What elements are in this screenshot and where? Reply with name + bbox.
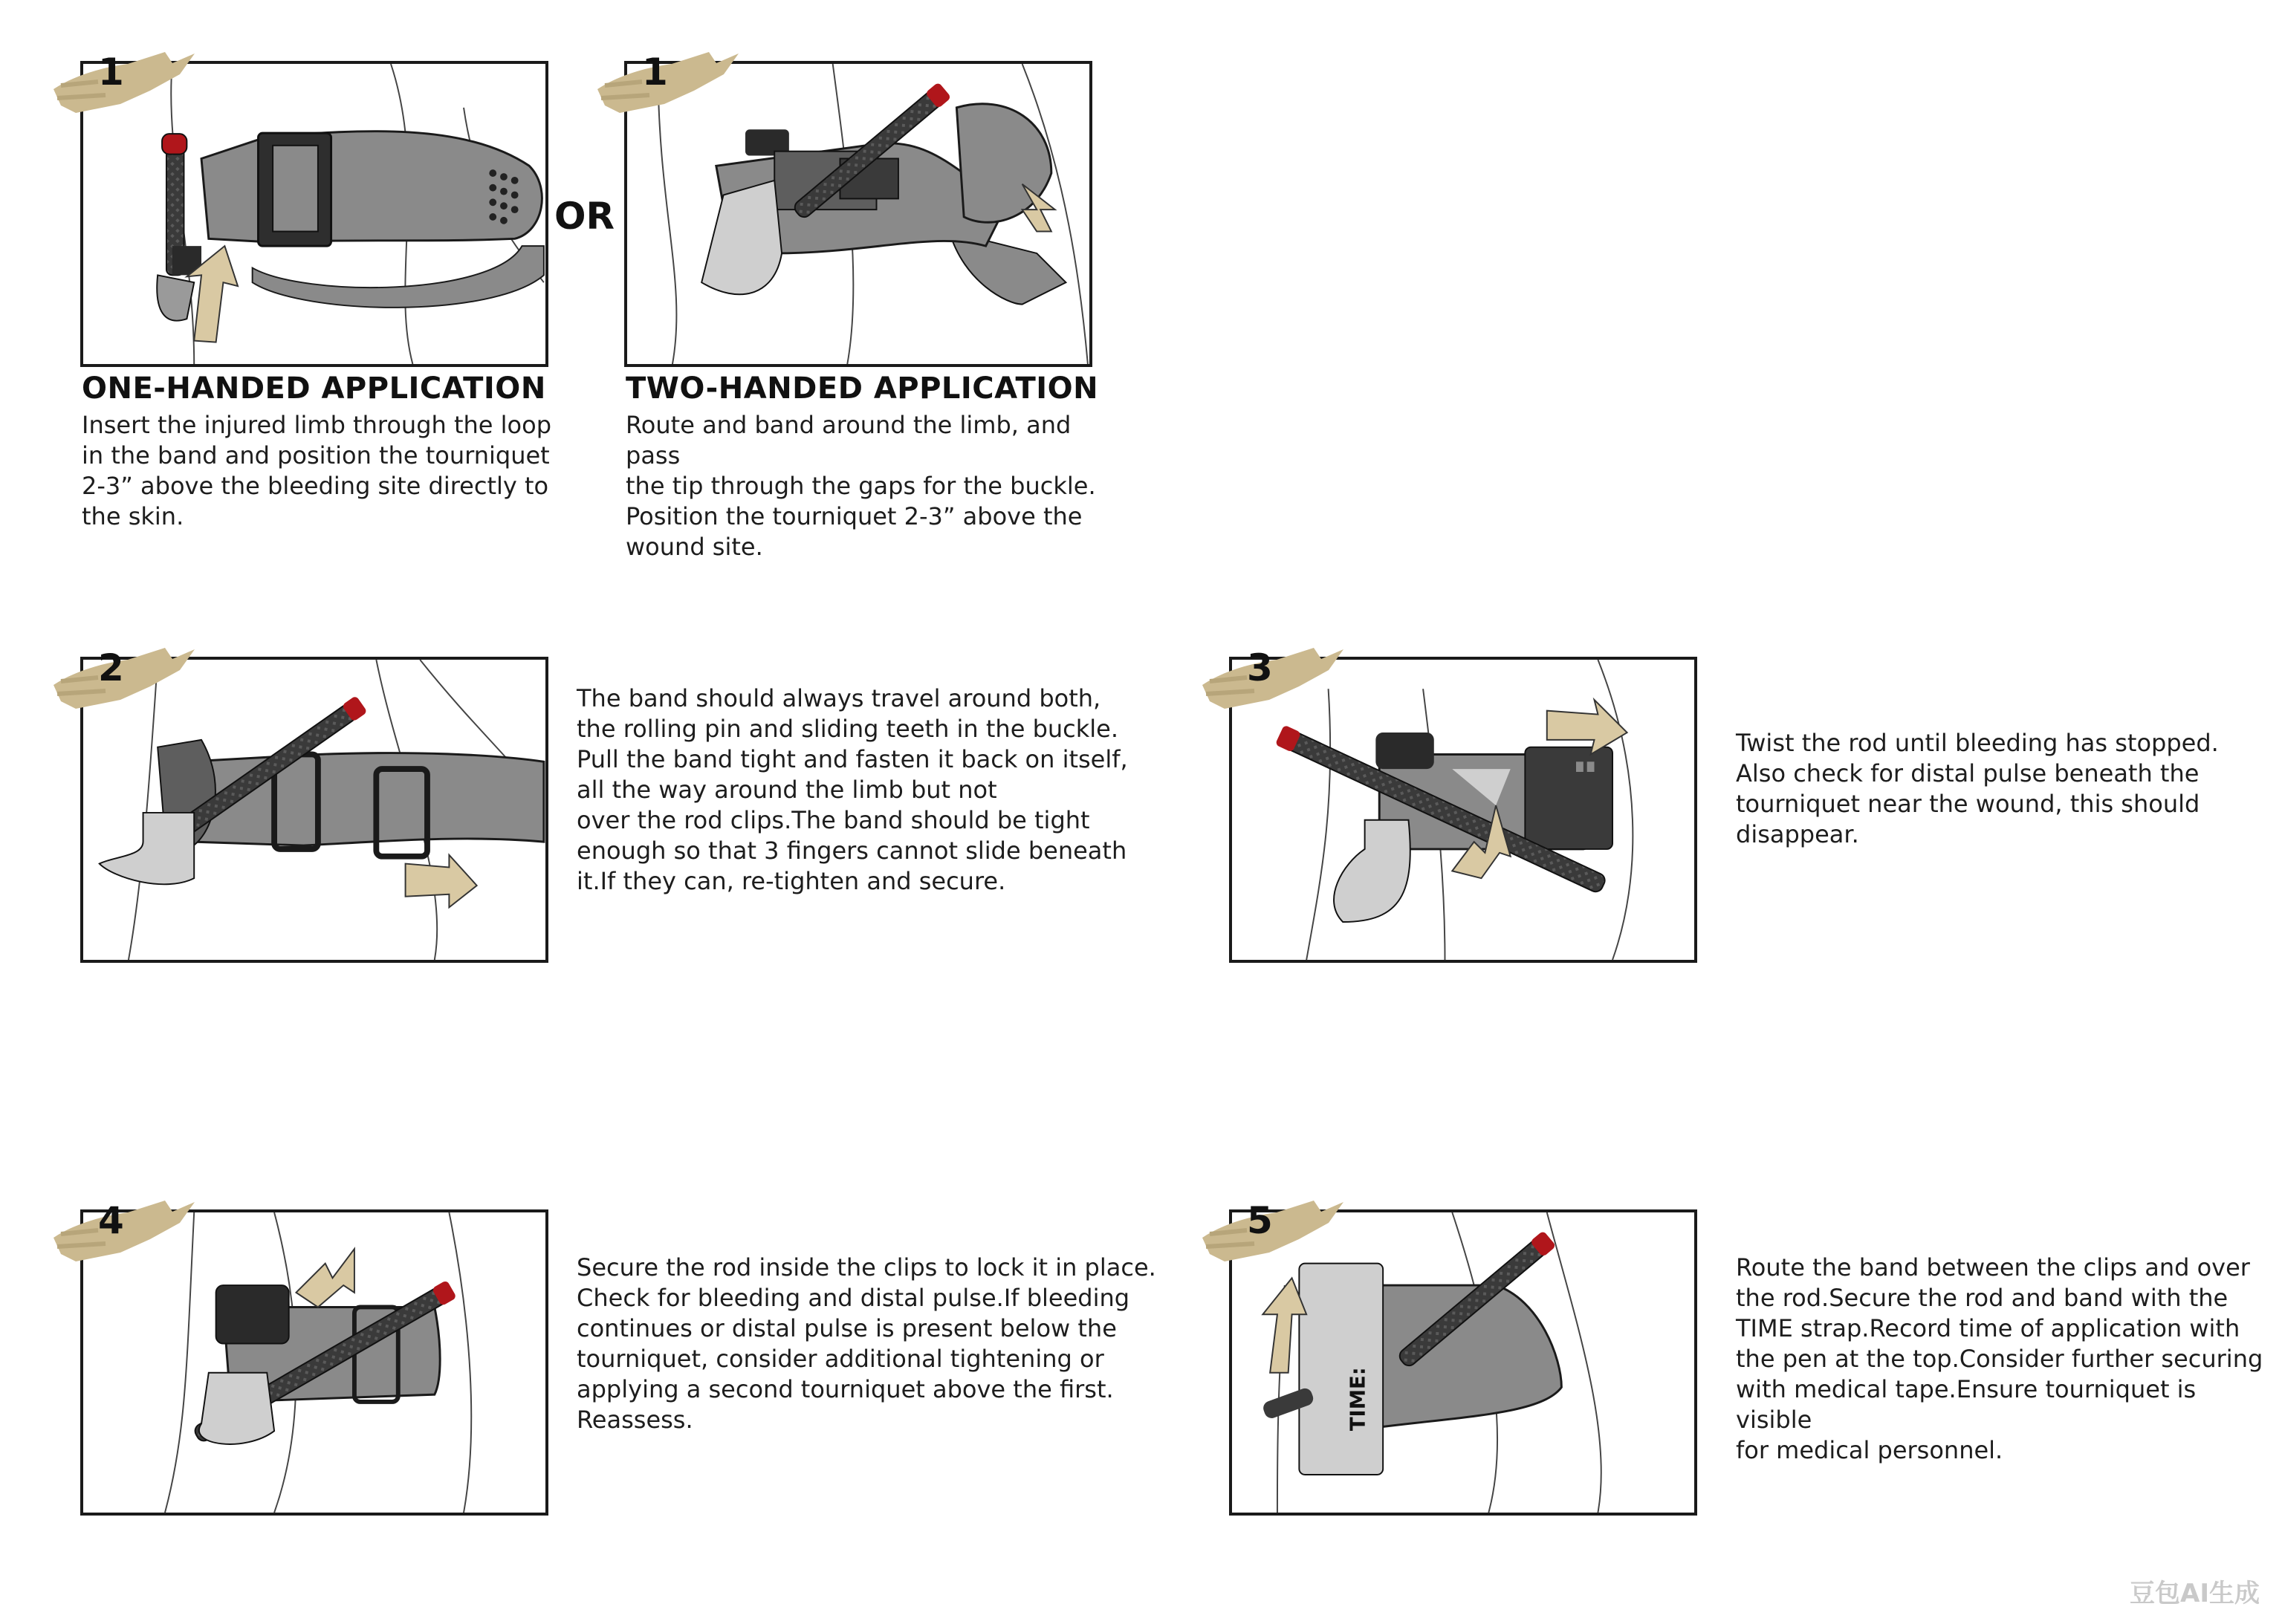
step-number: 5 bbox=[1247, 1199, 1273, 1242]
step-number: 4 bbox=[98, 1199, 124, 1242]
step-badge-2 bbox=[46, 640, 195, 715]
two-handed-heading: TWO-HANDED APPLICATION bbox=[626, 371, 1099, 406]
one-handed-heading: ONE-HANDED APPLICATION bbox=[82, 371, 546, 406]
time-label: TIME: bbox=[1346, 1367, 1370, 1432]
watermark: 豆包AI生成 bbox=[2130, 1579, 2260, 1608]
step-3-text: Twist the rod until bleeding has stopped. Also check for distal pulse beneath the tourniquet near the wound, this should disappear. bbox=[1736, 729, 2219, 848]
two-handed-text: Route and band around the limb, and pass the tip through the gaps for the buckle. Position the tourniquet 2-3” above the wound site. bbox=[626, 411, 1096, 561]
step-number: 1 bbox=[98, 51, 124, 94]
step-badge-3 bbox=[1195, 640, 1343, 715]
step-number: 3 bbox=[1247, 646, 1273, 689]
step-badge-5 bbox=[1195, 1193, 1343, 1267]
step-badge-4 bbox=[46, 1193, 195, 1267]
step-badge-one-handed bbox=[46, 45, 195, 119]
step-4-text: Secure the rod inside the clips to lock it in place. Check for bleeding and distal pulse.If bleeding continues or distal pulse is present below the tourniquet, consider additional tightening or applying a second tourniquet above the first. Reassess. bbox=[577, 1253, 1156, 1434]
step-2-text: The band should always travel around both, the rolling pin and sliding teeth in the buckle. Pull the band tight and fasten it back on itself, all the way around the limb but not over the rod clips.The band should be tight enough so that 3 fingers cannot slide beneath it.If they can, re-tighten and secure. bbox=[577, 684, 1128, 895]
step-badge-two-handed bbox=[590, 45, 739, 119]
step-5-text: Route the band between the clips and over the rod.Secure the rod and band with the TIME strap.Record time of application with the pen at the top.Consider further securing with medical tape.Ensure tourniquet is visible for medical personnel. bbox=[1736, 1253, 2263, 1464]
step-number: 2 bbox=[98, 646, 124, 689]
one-handed-text: Insert the injured limb through the loop in the band and position the tourniquet 2-3” above the bleeding site directly to the skin. bbox=[82, 411, 551, 530]
step-number: 1 bbox=[642, 51, 668, 94]
or-separator: OR bbox=[554, 195, 615, 238]
